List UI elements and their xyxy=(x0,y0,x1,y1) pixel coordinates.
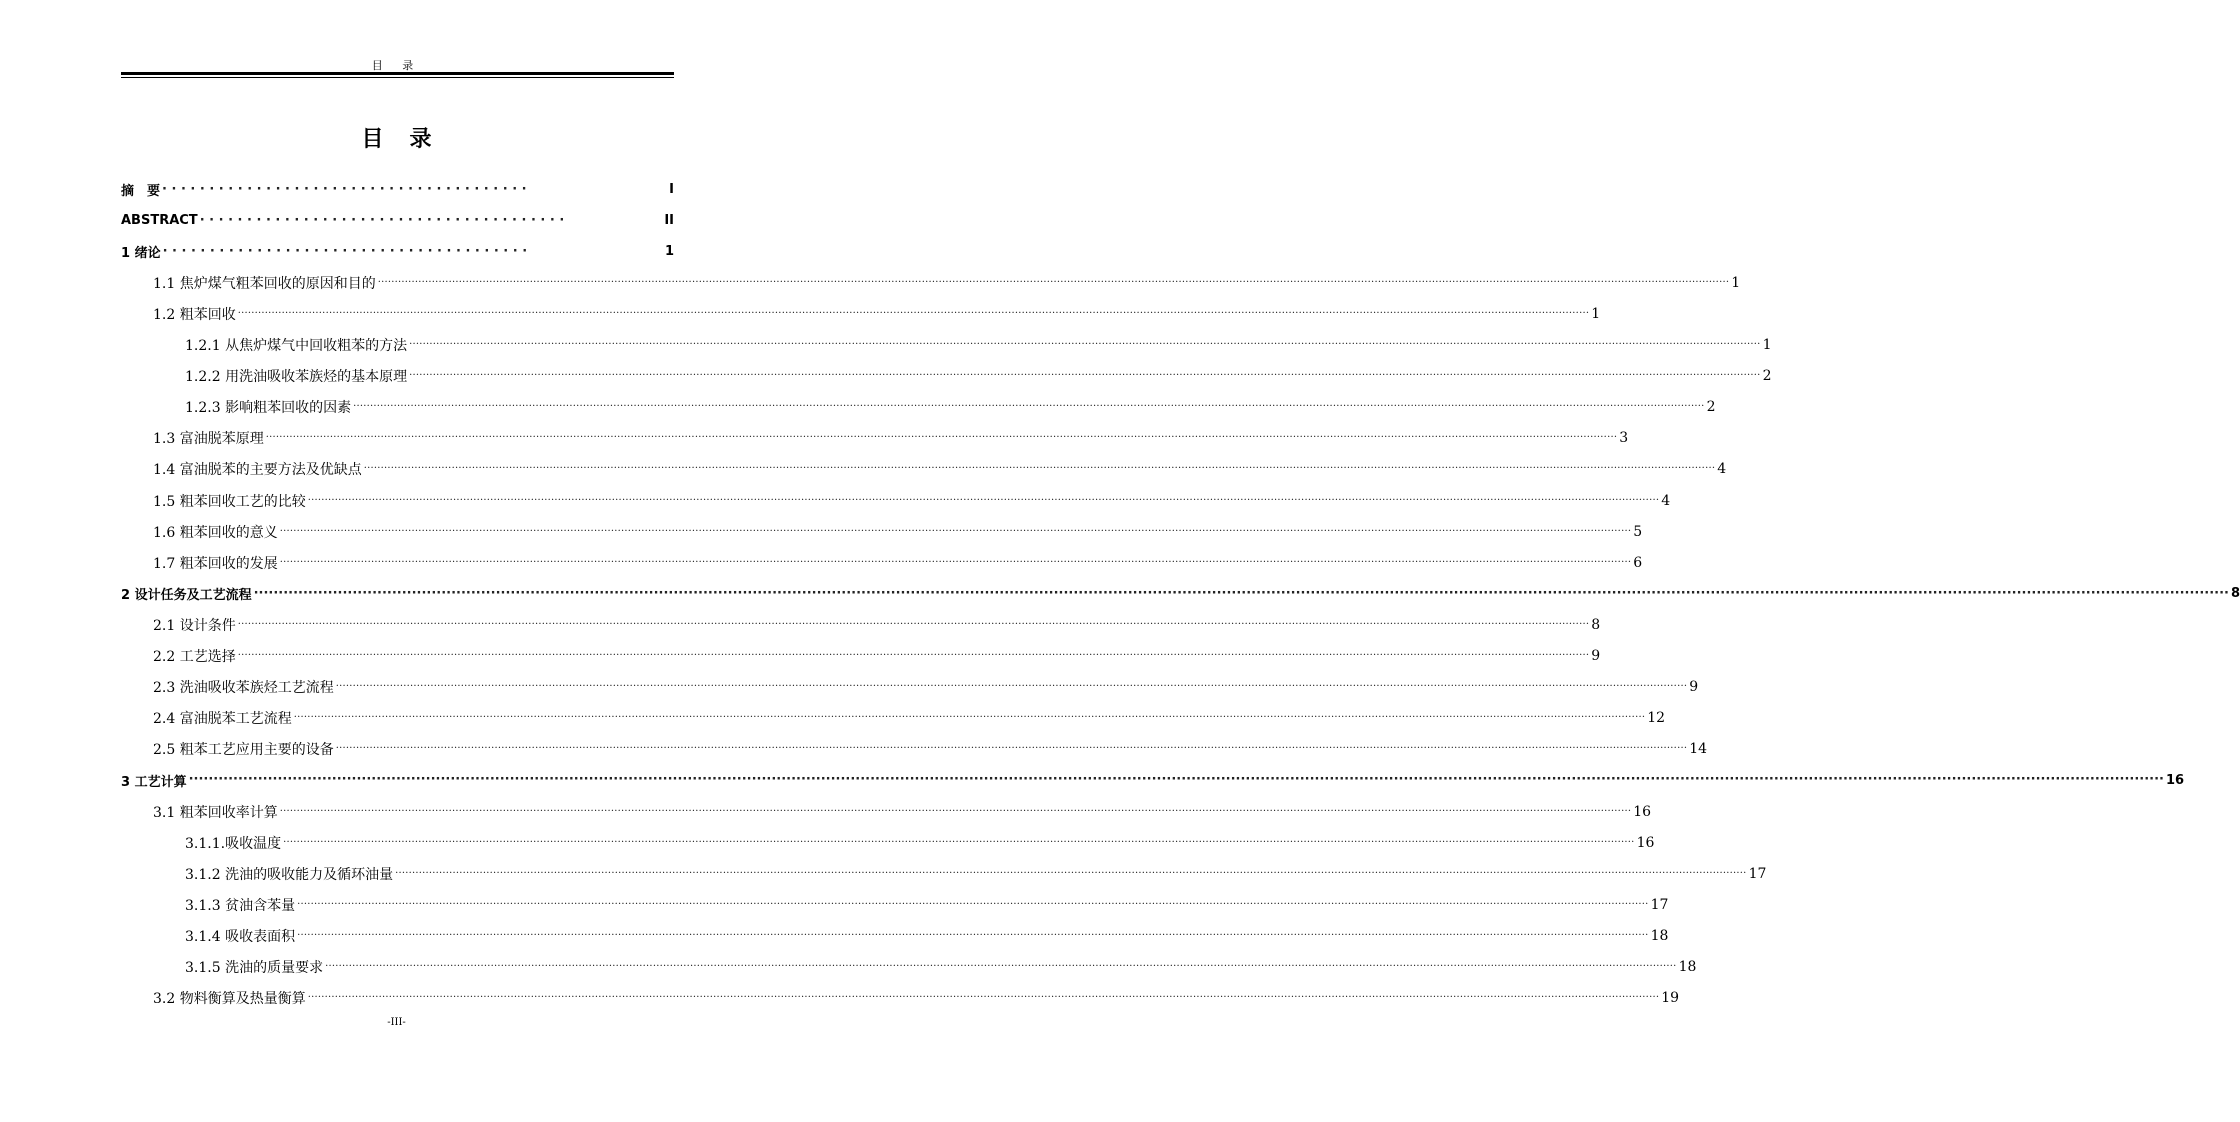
toc-dot-leader: ················································································································································································································································································································································································································ xyxy=(377,276,1730,288)
toc-dot-leader: ················································································································································································································································································································································································································ xyxy=(265,432,1618,444)
toc-dot-leader: ················································································································································································································································································································································································································ xyxy=(237,650,1590,661)
toc-dot-leader: ················································································································································································································································································································································································································ xyxy=(335,681,1688,693)
toc-entry-page-number: II xyxy=(664,213,674,229)
toc-entry-page-number: 1 xyxy=(1762,337,1772,353)
toc-entry-label: 1.2.3 影响粗苯回收的因素 xyxy=(185,400,352,417)
toc-entry-label: 1.1 焦炉煤气粗苯回收的原因和目的 xyxy=(153,275,376,292)
toc-entry-label: 3.1.1.吸收温度 xyxy=(185,835,282,852)
toc-entry[interactable] xyxy=(121,454,1727,485)
toc-entry-page-number: 14 xyxy=(1689,741,1708,758)
toc-dot-leader: ················································································································································································································································································································································································································ xyxy=(325,961,1677,972)
toc-entry[interactable] xyxy=(121,609,1601,640)
toc-dot-leader: ················································································································································································································································································································································································································ xyxy=(353,401,1705,413)
toc-entry-label: 摘 要 xyxy=(121,184,161,199)
toc-dot-leader: ················································································································································································································································································································································································································ xyxy=(188,772,2164,788)
toc-entry[interactable] xyxy=(121,330,1772,361)
toc-entry[interactable] xyxy=(121,485,1671,516)
toc-entry-page-number: 9 xyxy=(1689,679,1699,696)
toc-entry-page-number: 17 xyxy=(1748,865,1767,882)
title-char-2: 录 xyxy=(409,127,432,152)
toc-entry[interactable] xyxy=(121,796,1652,827)
toc-dot-leader: ················································································································································································································································································································································································································ xyxy=(237,307,1590,319)
running-header: 目 录 xyxy=(371,59,422,72)
page-title xyxy=(0,122,793,153)
toc-dot-leader: ················································································································································································································································································································································································································ xyxy=(297,929,1649,941)
toc-entry-page-number: 16 xyxy=(1636,834,1655,851)
toc-entry-label: 3.1.2 洗油的吸收能力及循环油量 xyxy=(185,866,394,883)
toc-entry[interactable] xyxy=(121,734,1708,765)
toc-entry-page-number: 3 xyxy=(1619,430,1629,447)
toc-dot-leader: ················································································································································································································································································································································································································ xyxy=(395,867,1747,879)
toc-entry[interactable] xyxy=(121,298,1601,329)
toc-entry-page-number: 1 xyxy=(664,244,674,260)
toc-entry[interactable] xyxy=(121,423,1629,454)
toc-entry[interactable] xyxy=(121,392,1716,423)
toc-entry[interactable] xyxy=(121,641,1601,672)
toc-entry-page-number: 8 xyxy=(2230,586,2240,602)
toc-entry-label: 1.5 粗苯回收工艺的比较 xyxy=(153,493,306,510)
toc-entry[interactable] xyxy=(121,361,1772,392)
toc-entry-label: 1.3 富油脱苯原理 xyxy=(153,431,264,448)
header-rule-thick xyxy=(121,72,674,75)
toc-dot-leader: · · · · · · · · · · · · · · · · · · · · · · · · · · · · · · · · · · · · · · · xyxy=(162,243,528,259)
toc-entry[interactable] xyxy=(121,267,1741,298)
toc-entry-label: 2.5 粗苯工艺应用主要的设备 xyxy=(153,742,334,759)
toc-dot-leader: ················································································································································································································································································································································································································ xyxy=(279,525,1632,537)
toc-entry-label: 3.1.5 洗油的质量要求 xyxy=(185,960,324,976)
toc-dot-leader: ················································································································································································································································································································································································································ xyxy=(253,585,2229,601)
toc-entry[interactable] xyxy=(121,578,2240,609)
toc-entry-page-number: 4 xyxy=(1661,492,1671,509)
toc-entry-page-number: 16 xyxy=(2165,772,2185,788)
toc-entry[interactable] xyxy=(121,765,2185,796)
toc-entry-label: 3.1.3 贫油含苯量 xyxy=(185,897,296,914)
page-number-footer: -III- xyxy=(387,1017,406,1028)
toc-entry[interactable] xyxy=(121,827,1655,858)
toc-dot-leader: ················································································································································································································································································································································································································ xyxy=(335,743,1688,755)
toc-entry[interactable] xyxy=(121,858,1767,889)
toc-entry-page-number: 6 xyxy=(1633,554,1643,571)
toc-entry-page-number: 18 xyxy=(1650,927,1669,944)
toc-entry-page-number: 16 xyxy=(1633,803,1652,820)
header-rule-thin xyxy=(121,77,674,78)
toc-dot-leader: ················································································································································································································································································································································································································ xyxy=(307,494,1660,506)
toc-entry-label: 1.2.1 从焦炉煤气中回收粗苯的方法 xyxy=(185,338,408,354)
toc-entry-page-number: 12 xyxy=(1647,710,1666,727)
toc-entry-page-number: 8 xyxy=(1591,616,1601,633)
toc-entry[interactable] xyxy=(121,205,674,236)
toc-entry-label: 2.2 工艺选择 xyxy=(153,649,236,665)
toc-entry[interactable] xyxy=(121,983,1680,1014)
toc-entry[interactable] xyxy=(121,672,1699,703)
toc-dot-leader: ················································································································································································································································································································································································································ xyxy=(297,898,1649,910)
toc-entry-label: 1.4 富油脱苯的主要方法及优缺点 xyxy=(153,462,362,479)
toc-entry-page-number: 19 xyxy=(1661,990,1680,1007)
toc-entry-page-number: I xyxy=(669,182,674,197)
toc-entry[interactable] xyxy=(121,920,1669,951)
toc-dot-leader: ················································································································································································································································································································································································································ xyxy=(409,370,1761,382)
toc-entry-label: 1.2 粗苯回收 xyxy=(153,306,236,323)
toc-dot-leader: ················································································································································································································································································································································································································ xyxy=(279,805,1632,817)
toc-entry-label: 3.1.4 吸收表面积 xyxy=(185,928,296,945)
toc-entry[interactable] xyxy=(121,889,1669,920)
title-char-1: 目 xyxy=(361,127,384,152)
toc-dot-leader: ················································································································································································································································································································································································································ xyxy=(293,712,1646,724)
toc-dot-leader: ················································································································································································································································································································································································································ xyxy=(283,836,1635,848)
toc-dot-leader: ················································································································································································································································································································································································································ xyxy=(409,339,1761,350)
toc-entry-label: 1.2.2 用洗油吸收苯族烃的基本原理 xyxy=(185,369,408,386)
toc-entry[interactable] xyxy=(121,952,1697,983)
toc-entry-page-number: 1 xyxy=(1591,305,1601,322)
toc-entry-page-number: 17 xyxy=(1650,896,1669,913)
toc-dot-leader: · · · · · · · · · · · · · · · · · · · · · · · · · · · · · · · · · · · · · · · xyxy=(199,212,565,228)
toc-entry-label: 2 设计任务及工艺流程 xyxy=(121,588,252,604)
toc-entry-label: 2.4 富油脱苯工艺流程 xyxy=(153,711,292,728)
toc-entry-label: 2.3 洗油吸收苯族烃工艺流程 xyxy=(153,680,334,697)
toc-entry[interactable] xyxy=(121,174,674,205)
toc-entry-label: 1.6 粗苯回收的意义 xyxy=(153,524,278,541)
toc-entry-label: 2.1 设计条件 xyxy=(153,617,236,634)
toc-entry-page-number: 2 xyxy=(1706,399,1716,416)
toc-dot-leader: ················································································································································································································································································································································································································ xyxy=(363,463,1716,475)
toc-entry[interactable] xyxy=(121,236,674,267)
toc-entry-label: 3 工艺计算 xyxy=(121,774,187,790)
toc-entry-page-number: 2 xyxy=(1762,368,1772,385)
toc-dot-leader: ················································································································································································································································································································································································································ xyxy=(279,556,1632,568)
toc-dot-leader: ················································································································································································································································································································································································································ xyxy=(237,618,1590,630)
toc-entry-page-number: 4 xyxy=(1717,461,1727,478)
toc-entry[interactable] xyxy=(121,703,1666,734)
toc-entry-page-number: 1 xyxy=(1731,274,1741,291)
toc-entry-page-number: 9 xyxy=(1591,648,1601,664)
toc-entry-label: ABSTRACT xyxy=(121,213,198,229)
toc-dot-leader: · · · · · · · · · · · · · · · · · · · · · · · · · · · · · · · · · · · · · · · xyxy=(162,181,527,197)
toc-entry[interactable] xyxy=(121,516,1643,547)
toc-entry-label: 3.2 物料衡算及热量衡算 xyxy=(153,991,306,1008)
toc-entry-page-number: 18 xyxy=(1678,959,1697,975)
toc-entry-label: 1.7 粗苯回收的发展 xyxy=(153,555,278,572)
toc-entry-label: 1 绪论 xyxy=(121,246,161,262)
toc-entry[interactable] xyxy=(121,547,1643,578)
toc-dot-leader: ················································································································································································································································································································································································································ xyxy=(307,992,1660,1004)
toc-entry-label: 3.1 粗苯回收率计算 xyxy=(153,804,278,821)
toc-entry-page-number: 5 xyxy=(1633,523,1643,540)
